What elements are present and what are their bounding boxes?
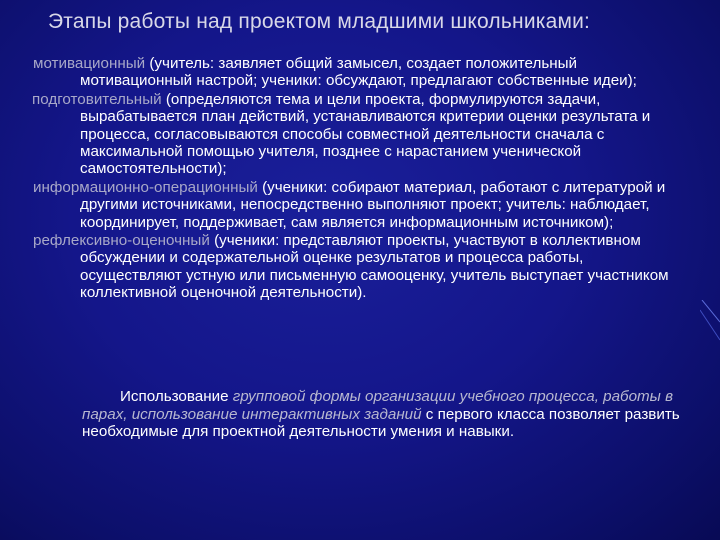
conclusion-emphasis: групповой формы организации учебного процесса, работы в парах, использование интерактивных заданий [82, 388, 674, 423]
stage-description: (учитель: заявляет общий замысел, создает положительный мотивационный настрой; ученики: обсуждают, предлагают собственные идеи); [80, 55, 637, 90]
stages-list [33, 55, 683, 303]
slide-title: Этапы работы над проектом младшими школьниками: [48, 10, 591, 33]
stage-term: подготовительный [32, 90, 162, 108]
stage-item [32, 91, 683, 178]
stage-term: рефлексивно-оценочный [33, 232, 210, 250]
decorative-lines [700, 300, 720, 360]
stage-description: (определяются тема и цели проекта, формулируются задачи, вырабатывается план действий, устанавливаются критерии оценки результата и процесса, согласовываются способы совместной деятельности сначала с максимальной помощью учителя, позднее с нарастанием ученической самостоятельности); [80, 90, 651, 178]
stage-description: (ученики: собирают материал, работают с литературой и другими источниками, непосредственно выполняют проект; учитель: наблюдает, координирует, поддерживает, сам является информационным источником); [80, 178, 666, 231]
stage-item [33, 232, 683, 302]
stage-item [33, 55, 683, 90]
conclusion-rest: с первого класса позволяет развить необходимые для проектной деятельности умения и навыки. [82, 405, 680, 441]
stage-item [33, 179, 683, 231]
stage-term: мотивационный [33, 55, 146, 72]
stage-description: (ученики: представляют проекты, участвуют в коллективном обсуждении и содержательной оценке результатов и процесса работы, осуществляют устную или письменную самооценку, учитель выступает участником коллективной оценочной деятельности). [80, 232, 669, 302]
stage-term: информационно-операционный [33, 178, 258, 196]
conclusion-lead: Использование [120, 388, 233, 405]
conclusion-paragraph [82, 388, 692, 441]
